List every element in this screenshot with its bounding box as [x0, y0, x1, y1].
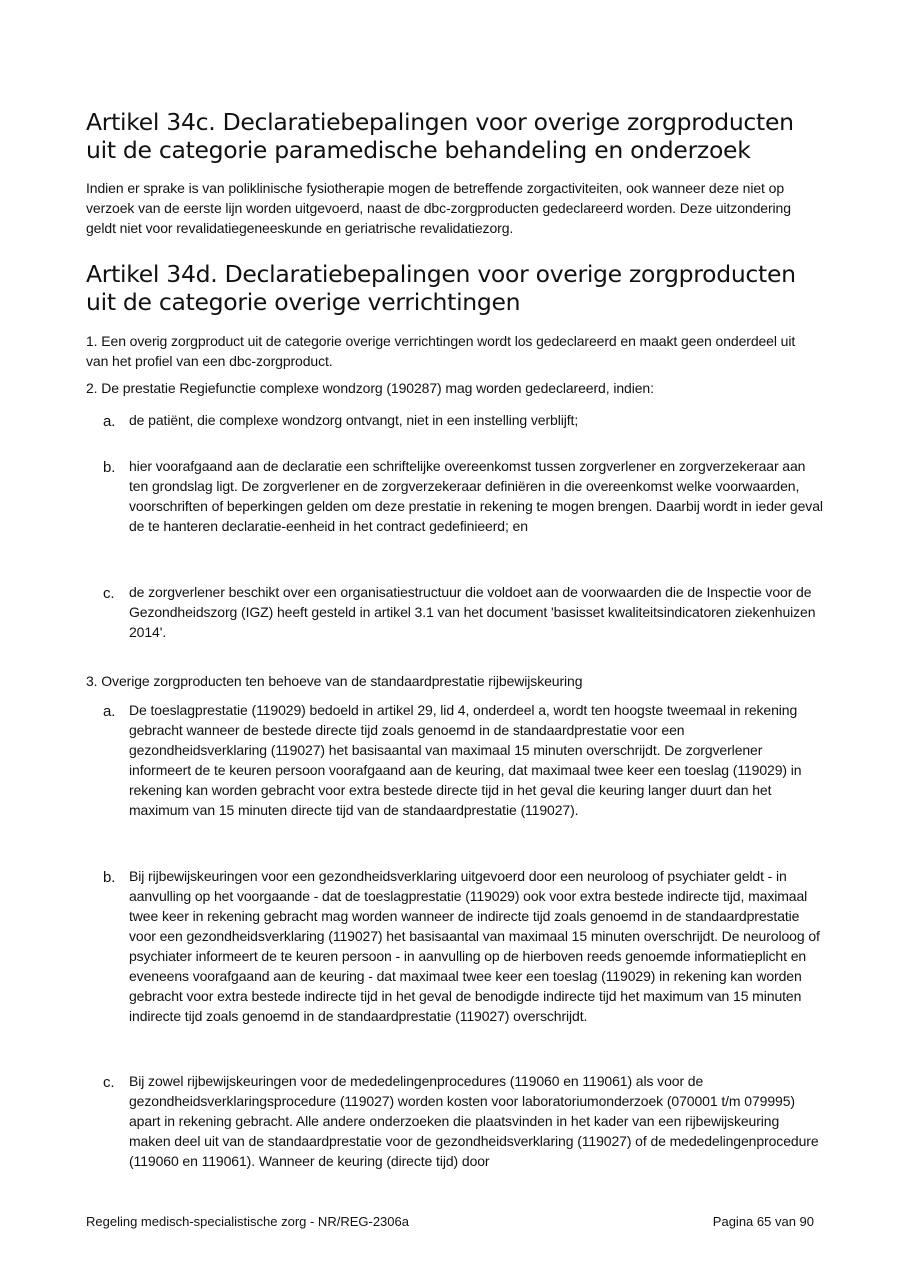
point-2-item-a — [103, 410, 823, 430]
article-34d-heading: Artikel 34d. Declaratiebepalingen voor overige zorgproducten uit de categorie overige verrichtingen — [86, 260, 796, 316]
footer-page-number: Pagina 65 van 90 — [712, 1214, 814, 1229]
point-3-item-b — [103, 866, 823, 1026]
footer-document-title: Regeling medisch-specialistische zorg - NR/REG-2306a — [86, 1214, 409, 1229]
item-text: hier voorafgaand aan de declaratie een schriftelijke overeenkomst tussen zorgverlener en zorgverzekeraar aan ten grondslag ligt. De zorgverlener en de zorgverzekeraar definiëren in die overeenkomst welke voorwaarden, voorschriften of beperkingen gelden om deze prestatie in rekening te mogen brengen. Daarbij wordt in ieder geval de te hanteren declaratie-eenheid in het contract gedefinieerd; en — [129, 458, 823, 534]
item-marker: a. — [103, 703, 116, 720]
item-marker: c. — [103, 1074, 115, 1091]
article-34c-heading: Artikel 34c. Declaratiebepalingen voor overige zorgproducten uit de categorie paramedische behandeling en onderzoek — [86, 108, 794, 164]
item-text: de zorgverlener beschikt over een organisatiestructuur die voldoet aan de voorwaarden die de Inspectie voor de Gezondheidszorg (IGZ) heeft gesteld in artikel 3.1 van het document 'basisset kwaliteitsindicatoren ziekenhuizen 2014'. — [129, 584, 816, 640]
point-2: 2. De prestatie Regiefunctie complexe wondzorg (190287) mag worden gedeclareerd, indien: — [86, 380, 654, 396]
item-marker: b. — [103, 459, 116, 476]
point-2-item-c — [103, 582, 823, 642]
item-text: de patiënt, die complexe wondzorg ontvangt, niet in een instelling verblijft; — [129, 412, 579, 428]
item-marker: b. — [103, 869, 116, 886]
item-text: Bij rijbewijskeuringen voor een gezondheidsverklaring uitgevoerd door een neuroloog of psychiater geldt - in aanvulling op het voorgaande - dat de toeslagprestatie (119029) ook voor extra bestede indirecte tijd, maximaal twee keer in rekening gebracht mag worden wanneer de indirecte tijd zoals genoemd in de standaardprestatie voor een gezondheidsverklaring (119027) het basisaantal van maximaal 15 minuten overschrijdt. De neuroloog of psychiater informeert de te keuren persoon - in aanvulling op de hierboven reeds genoemde informatieplicht en eveneens voorafgaand aan de keuring - dat maximaal twee keer een toeslag (119029) in rekening kan worden gebracht voor extra bestede indirecte tijd in het geval de benodigde indirecte tijd het maximum van 15 minuten indirecte tijd zoals genoemd in de standaardprestatie (119027) overschrijdt. — [129, 868, 820, 1024]
item-text: De toeslagprestatie (119029) bedoeld in artikel 29, lid 4, onderdeel a, wordt ten hoogste tweemaal in rekening gebracht wanneer de bestede directe tijd zoals genoemd in de standaardprestatie voor een gezondheidsverklaring (119027) het basisaantal van maximaal 15 minuten overschrijdt. De zorgverlener informeert de te keuren persoon voorafgaand aan de keuring, dat maximaal twee keer een toeslag (119029) in rekening kan worden gebracht voor extra bestede directe tijd in het geval die keuring langer duurt dan het maximum van 15 minuten directe tijd van de standaardprestatie (119027). — [129, 702, 802, 818]
point-3-item-a — [103, 700, 823, 820]
item-text: Bij zowel rijbewijskeuringen voor de mededelingenprocedures (119060 en 119061) als voor de gezondheidsverklaringsprocedure (119027) worden kosten voor laboratoriumonderzoek (070001 t/m 079995) apart in rekening gebracht. Alle andere onderzoeken die plaatsvinden in het kader van een rijbewijskeuring maken deel uit van de standaardprestatie voor de gezondheidsverklaring (119027) of de mededelingenprocedure (119060 en 119061). Wanneer de keuring (directe tijd) door — [129, 1073, 819, 1169]
point-3: 3. Overige zorgproducten ten behoeve van de standaardprestatie rijbewijskeuring — [86, 673, 583, 689]
point-1: 1. Een overig zorgproduct uit de categorie overige verrichtingen wordt los gedeclareerd en maakt geen onderdeel uit van het profiel van een dbc-zorgproduct. — [86, 333, 796, 369]
item-marker: a. — [103, 413, 116, 430]
item-marker: c. — [103, 585, 115, 602]
point-2-item-b — [103, 456, 823, 536]
article-34c-paragraph: Indien er sprake is van poliklinische fysiotherapie mogen de betreffende zorgactiviteiten, ook wanneer deze niet op verzoek van de eerste lijn worden uitgevoerd, naast de dbc-zorgproducten gedeclareerd worden. Deze uitzondering geldt niet voor revalidatiegeneeskunde en geriatrische revalidatiezorg. — [86, 180, 791, 236]
point-3-item-c — [103, 1071, 823, 1171]
